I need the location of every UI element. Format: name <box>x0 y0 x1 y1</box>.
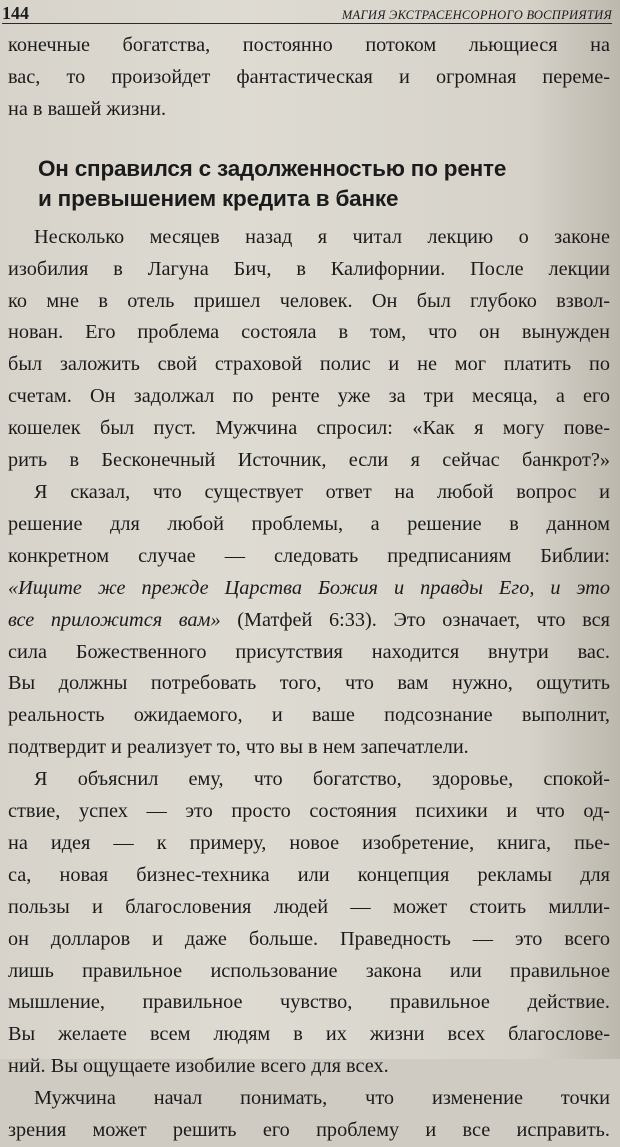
text-line: конечные богатства, постоянно потоком льющиеся на <box>8 34 610 56</box>
text-line: ствие, успех — это просто состояния психики и что од- <box>8 800 610 823</box>
paragraph-2 <box>8 477 610 764</box>
text-line: на идея — к примеру, новое изобретение, книга, пье- <box>8 831 610 854</box>
text-line: сила Божественного присутствия находится внутри вас. <box>8 640 610 663</box>
text-line: Вы желаете всем людям в их жизни всех благослове- <box>8 1023 610 1046</box>
bible-quote: «Ищите же прежде Царства Божия и правды Его, и это <box>8 576 610 599</box>
text-line: рить в Бесконечный Источник, если я сейчас банкрот?» <box>8 449 610 472</box>
text-line: на в вашей жизни. <box>8 97 167 120</box>
section-title-line: Он справился с задолженностью по ренте <box>38 155 507 181</box>
text-line: пользы и благословения людей — может стоить милли- <box>8 895 610 918</box>
text-line: вас, то произойдет фантастическая и огромная переме- <box>8 65 610 88</box>
text-line: Я объяснил ему, что богатство, здоровье, спокой- <box>34 768 610 791</box>
quote-reference: (Матфей 6:33). Это означает, что вся <box>220 608 610 631</box>
text-line: он долларов и даже больше. Праведность — это всего <box>8 927 610 950</box>
text-line: зрения может решить его проблему и все исправить. <box>8 1119 610 1142</box>
text-line: решение для любой проблемы, а решение в данном <box>8 512 610 535</box>
paragraph-4 <box>8 1083 610 1147</box>
paragraph-1 <box>8 222 610 477</box>
text-line: был заложить свой страховой полис и не мог платить по <box>8 353 610 376</box>
text-line: нован. Его проблема состояла в том, что он вынужден <box>8 321 610 344</box>
text-line: конкретном случае — следовать предписаниям Библии: <box>8 544 610 567</box>
text-line: Мужчина начал понимать, что изменение точки <box>34 1087 610 1110</box>
text-line: кошелек был пуст. Мужчина спросил: «Как я могу пове- <box>8 417 610 440</box>
text-line: изобилия в Лагуна Бич, в Калифорнии. После лекции <box>8 257 610 280</box>
text-line: Несколько месяцев назад я читал лекцию о законе <box>34 225 610 248</box>
text-line: ко мне в отель пришел человек. Он был глубоко взвол- <box>8 289 610 312</box>
section-title <box>38 154 610 214</box>
intro-paragraph <box>8 30 610 126</box>
text-line: реальность ожидаемого, и ваше подсознание выполнит, <box>8 704 610 727</box>
paragraph-3 <box>8 764 610 1083</box>
text-line: са, новая бизнес-техника или концепция рекламы для <box>8 863 610 886</box>
section-title-line: и превышением кредита в банке <box>38 185 399 211</box>
page-body <box>2 24 614 1147</box>
text-line: ний. Вы ощущаете изобилие всего для всех. <box>8 1055 389 1078</box>
page-header <box>2 0 612 24</box>
text-line: подтвердит и реализует то, что вы в нем запечатлели. <box>8 736 469 759</box>
text-line <box>8 605 610 637</box>
text-line: лишь правильное использование закона или правильное <box>8 959 610 982</box>
bible-quote: все приложится вам» <box>8 608 221 631</box>
text-line: счетам. Он задолжал по ренте уже за три месяца, а его <box>8 385 610 408</box>
running-title: МАГИЯ ЭКСТРАСЕНСОРНОГО ВОСПРИЯТИЯ <box>341 8 612 22</box>
text-line: Вы должны потребовать того, что вам нужно, ощутить <box>8 672 610 695</box>
text-line: мышление, правильное чувство, правильное действие. <box>8 991 610 1014</box>
text-line: Я сказал, что существует ответ на любой вопрос и <box>34 480 610 503</box>
text-line <box>8 573 610 605</box>
page-number: 144 <box>2 3 29 23</box>
